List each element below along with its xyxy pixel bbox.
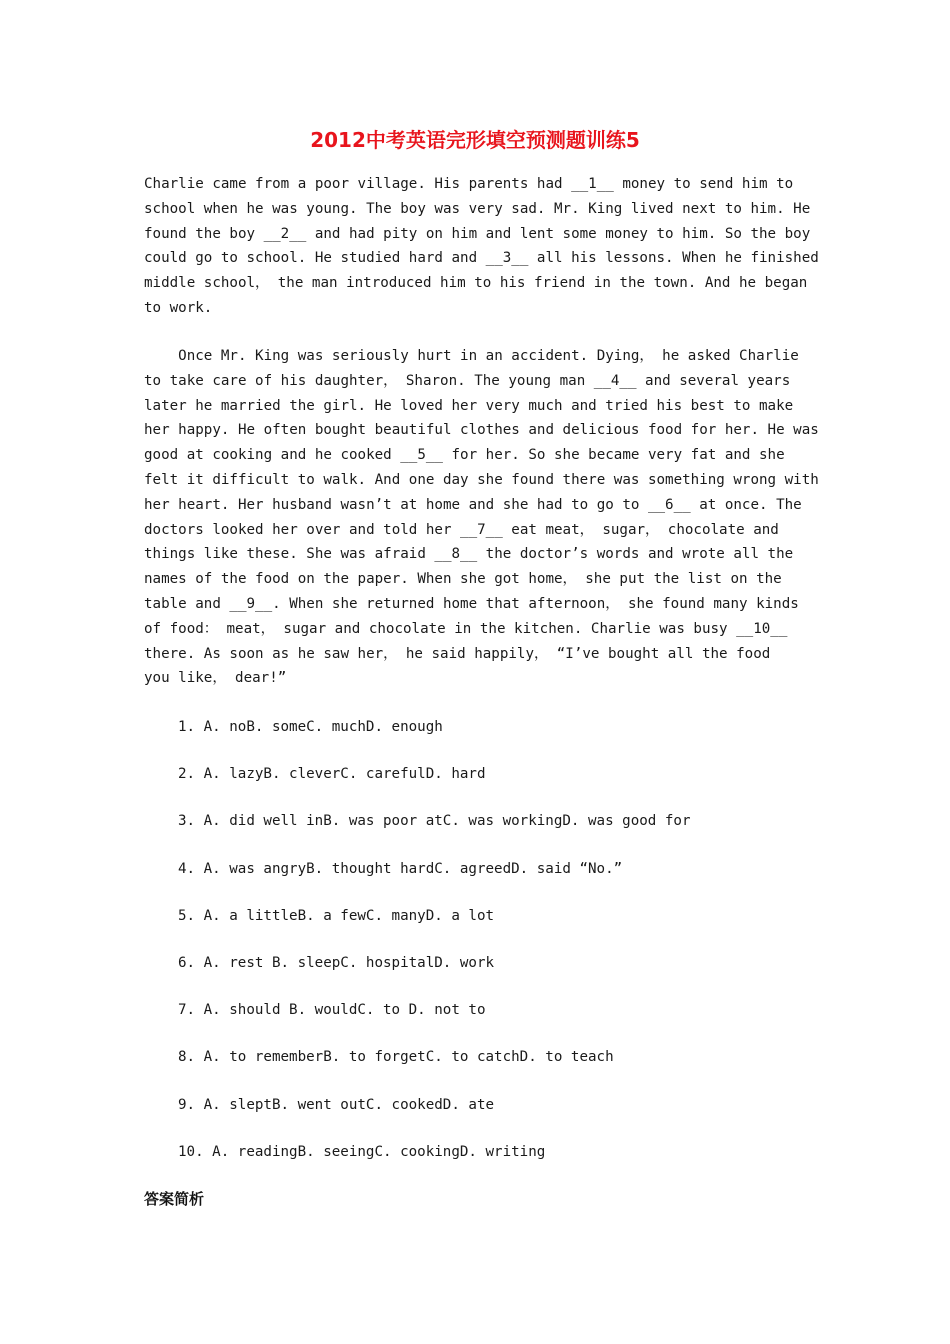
question-item-2: 2. A. lazyB. cleverC. carefulD. hard <box>178 766 486 783</box>
question-item-10: 10. A. readingB. seeingC. cookingD. writing <box>178 1143 546 1160</box>
passage-paragraph-1: Charlie came from a poor village. His parents had __1__ money to send him to school when he was young. The boy was very sad. Mr. King lived next to him. He found the boy __2__ and had pity on him and lent some money to him. So the boy could go to school. He studied hard and __3__ all his lessons. When he finished middle school， the man introduced him to his friend in the town. And he began to work. <box>144 176 819 316</box>
question-item-3: 3. A. did well inB. was poor atC. was workingD. was good for <box>178 813 691 830</box>
question-item-1: 1. A. noB. someC. muchD. enough <box>178 719 443 735</box>
answer-heading: 答案简析 <box>144 1190 205 1208</box>
question-item-8: 8. A. to rememberB. to forgetC. to catchD. to teach <box>178 1049 614 1066</box>
question-item-4: 4. A. was angryB. thought hardC. agreedD. said “No.” <box>178 860 623 877</box>
document-title: 2012中考英语完形填空预测题训练5 <box>310 128 640 152</box>
question-list <box>178 716 691 1188</box>
question-item-9: 9. A. sleptB. went outC. cookedD. ate <box>178 1096 495 1113</box>
question-item-5: 5. A. a littleB. a fewC. manyD. a lot <box>178 907 495 924</box>
question-item-6: 6. A. rest B. sleepC. hospitalD. work <box>178 954 495 971</box>
question-item-7: 7. A. should B. wouldC. to D. not to <box>178 1002 486 1019</box>
passage-paragraph-2: Once Mr. King was seriously hurt in an accident. Dying， he asked Charlie to take care of his daughter， Sharon. The young man __4__ and several years later he married the girl. He loved her very much and tried his best to make her happy. He often bought beautiful clothes and delicious food for her. He was good at cooking and he cooked __5__ for her. So she became very fat and she felt it difficult to walk. And one day she found there was something wrong with her heart. Her husband wasn’t at home and she had to go to __6__ at once. The doctors looked her over and told her __7__ eat meat， sugar， chocolate and things like these. She was afraid __8__ the doctor’s words and wrote all the names of the food on the paper. When she got home， she put the list on the table and __9__. When she returned home that afternoon， she found many kinds of food： meat， sugar and chocolate in the kitchen. Charlie was busy __10__ there. As soon as he saw her， he said happily， “I’ve bought all the food you like， dear!” <box>144 348 819 687</box>
